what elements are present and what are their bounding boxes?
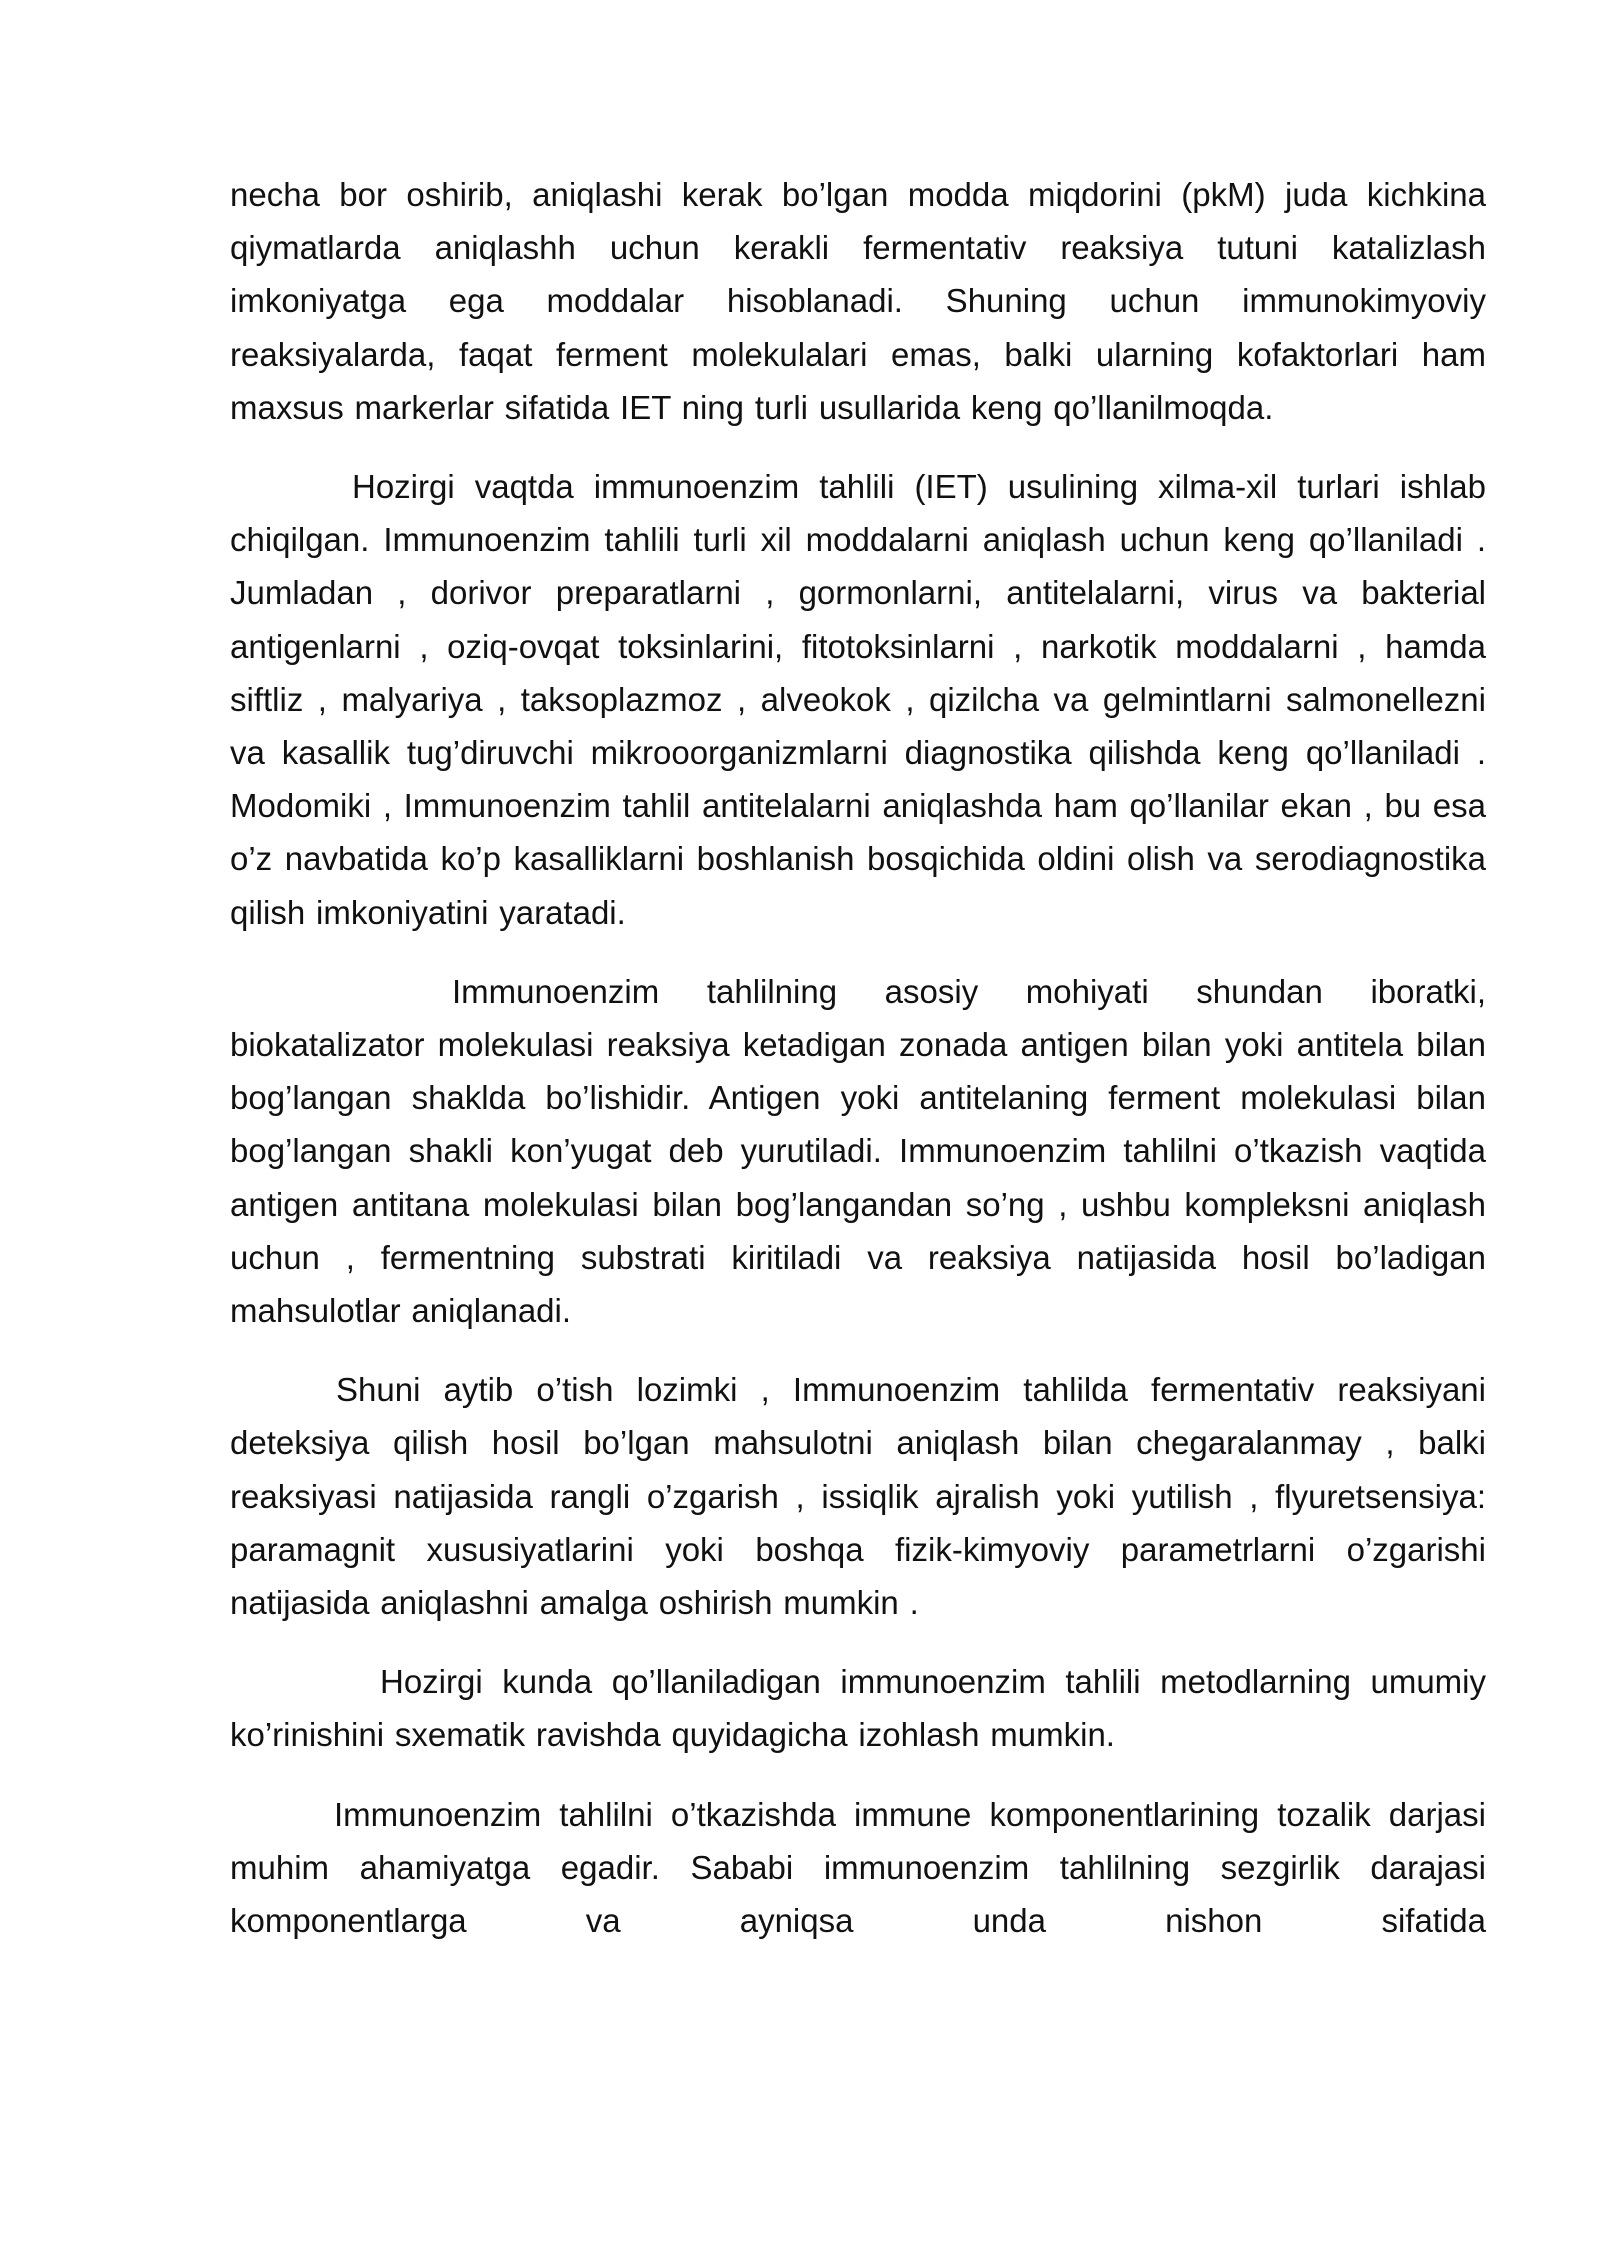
paragraph-1: necha bor oshirib, aniqlashi kerak bo’lgan modda miqdorini (pkM) juda kichkina qiymatlarda aniqlashh uchun kerakli fermentativ reaksiya tutuni katalizlash imkoniyatga ega moddalar hisoblanadi. Shuning uchun immunokimyoviy reaksiyalarda, faqat ferment molekulalari emas, balki ularning kofaktorlari ham maxsus markerlar sifatida IET ning turli usullarida keng qo’llanilmoqda. [230, 176, 1486, 426]
paragraph-2: Hozirgi vaqtda immunoenzim tahlili (IET) usulining xilma-xil turlari ishlab chiqilgan. Immunoenzim tahlili turli xil moddalarni aniqlash uchun keng qo’llaniladi . Jumladan , dorivor preparatlarni , gormonlarni, antitelalarni, virus va bakterial antigenlarni , oziq-ovqat toksinlarini, fitotoksinlarni , narkotik moddalarni , hamda siftliz , malyariya , taksoplazmoz , alveokok , qizilcha va gelmintlarni salmonellezni va kasallik tug’diruvchi mikrooorganizmlarni diagnostika qilishda keng qo’llaniladi . Modomiki , Immunoenzim tahlil antitelalarni aniqlashda ham qo’llanilar ekan , bu esa o’z navbatida ko’p kasalliklarni boshlanish bosqichida oldini olish va serodiagnostika qilish imkoniyatini yaratadi. [230, 468, 1486, 931]
paragraph-3: Immunoenzim tahlilning asosiy mohiyati shundan iboratki, biokatalizator molekulasi reaksiya ketadigan zonada antigen bilan yoki antitela bilan bog’langan shaklda bo’lishidir. Antigen yoki antitelaning ferment molekulasi bilan bog’langan shakli kon’yugat deb yurutiladi. Immunoenzim tahlilni o’tkazish vaqtida antigen antitana molekulasi bilan bog’langandan so’ng , ushbu kompleksni aniqlash uchun , fermentning substrati kiritiladi va reaksiya natijasida hosil bo’ladigan mahsulotlar aniqlanadi. [230, 972, 1486, 1330]
document-body [230, 168, 1486, 1973]
paragraph-4: Shuni aytib o’tish lozimki , Immunoenzim tahlilda fermentativ reaksiyani deteksiya qilish hosil bo’lgan mahsulotni aniqlash bilan chegaralanmay , balki reaksiyasi natijasida rangli o’zgarish , issiqlik ajralish yoki yutilish , flyuretsensiya: paramagnit xususiyatlarini yoki boshqa fizik-kimyoviy parametrlarni o’zgarishi natijasida aniqlashni amalga oshirish mumkin . [230, 1371, 1486, 1622]
paragraph-5: Hozirgi kunda qo’llaniladigan immunoenzim tahlili metodlarning umumiy ko’rinishini sxematik ravishda quyidagicha izohlash mumkin. [230, 1663, 1486, 1754]
paragraph-6: Immunoenzim tahlilni o’tkazishda immune komponentlarining tozalik darjasi muhim ahamiyatga egadir. Sababi immunoenzim tahlilning sezgirlik darajasi komponentlarga va ayniqsa unda nishon sifatida [230, 1795, 1486, 1940]
